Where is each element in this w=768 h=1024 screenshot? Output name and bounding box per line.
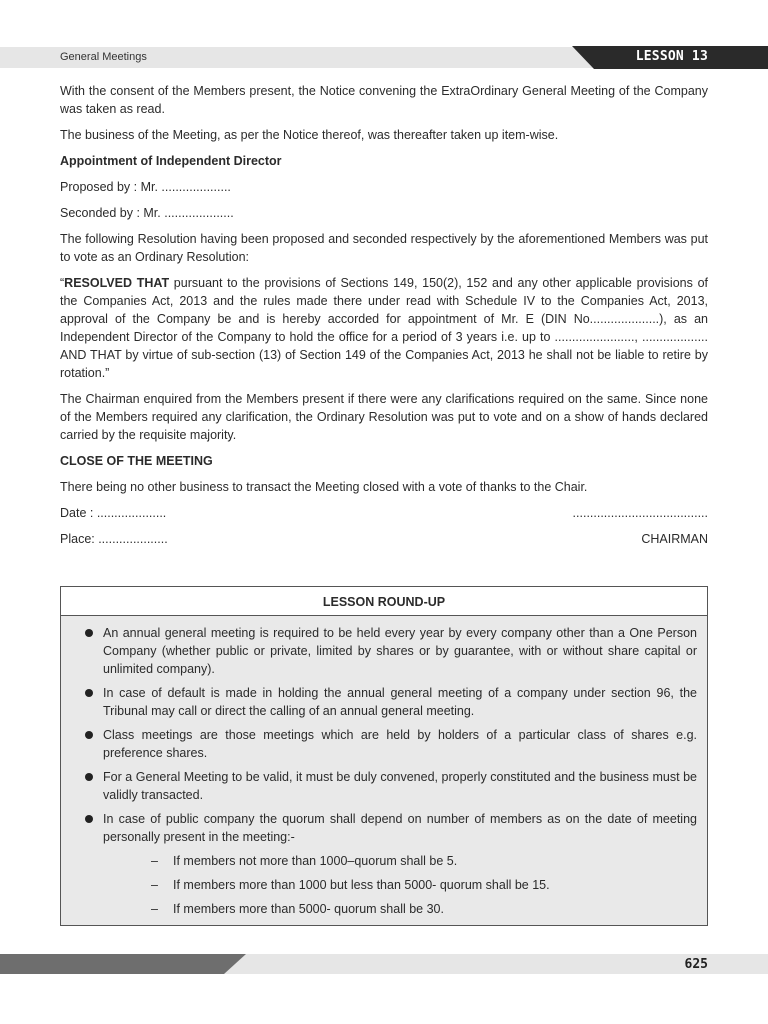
sub-list-item	[151, 900, 697, 918]
running-header-section: General Meetings	[60, 51, 147, 63]
list-item-text: For a General Meeting to be valid, it must be duly convened, properly constituted and the business must be validly transacted.	[103, 770, 697, 802]
lesson-label: LESSON 13	[635, 49, 708, 64]
heading-appointment: Appointment of Independent Director	[60, 154, 282, 168]
roundup-title: LESSON ROUND-UP	[61, 587, 707, 616]
lesson-roundup-box	[60, 586, 708, 926]
dash-icon: –	[151, 902, 158, 916]
list-item-text: In case of default is made in holding the annual general meeting of a company under section 96, the Tribunal may call or direct the calling of an annual general meeting.	[103, 686, 697, 718]
dash-icon: –	[151, 878, 158, 892]
bullet-icon	[85, 731, 93, 739]
bullet-icon	[85, 689, 93, 697]
list-item-text: Class meetings are those meetings which are held by holders of a particular class of shares e.g. preference shares.	[103, 728, 697, 760]
paragraph-resolution-intro: The following Resolution having been proposed and seconded respectively by the aforementioned Members was put to vote as an Ordinary Resolution:	[60, 232, 708, 264]
sub-list-item	[151, 852, 697, 870]
bullet-icon	[85, 629, 93, 637]
resolution-bold: RESOLVED THAT	[64, 276, 170, 290]
date-field: Date : ....................	[60, 506, 167, 520]
bullet-icon	[85, 773, 93, 781]
list-item	[61, 726, 707, 762]
paragraph-close: There being no other business to transact the Meeting closed with a vote of thanks to the Chair.	[60, 480, 588, 494]
seconded-by: Seconded by : Mr. ....................	[60, 206, 234, 220]
place-row	[60, 530, 708, 548]
bullet-icon	[85, 815, 93, 823]
dash-icon: –	[151, 854, 158, 868]
paragraph-notice: With the consent of the Members present, the Notice convening the ExtraOrdinary General Meeting of the Company was taken as read.	[60, 84, 708, 116]
list-item-text: An annual general meeting is required to be held every year by every company other than a One Person Company (whether public or private, limited by shares or by guarantee, with or without share capital or unlimited company).	[103, 626, 697, 676]
paragraph-chairman: The Chairman enquired from the Members present if there were any clarifications required on the same. Since none of the Members required any clarification, the Ordinary Resolution was put to vote and on a show of hands declared carried by the requisite majority.	[60, 392, 708, 442]
chairman-label: CHAIRMAN	[641, 532, 708, 546]
paragraph-business: The business of the Meeting, as per the Notice thereof, was thereafter taken up item-wise.	[60, 128, 559, 142]
roundup-list	[61, 624, 707, 918]
resolution-text	[60, 274, 708, 382]
resolution-body: pursuant to the provisions of Sections 149, 150(2), 152 and any other applicable provisions of the Companies Act, 2013 and the rules made there under read with Schedule IV to the Companies Act, 2013, approval of the Company be and is hereby accorded for appointment of Mr. E (DIN No....................), as an Independent Director of the Company to hold the office for a period of 3 years i.e. up to ......................., ................... AND THAT by virtue of sub-section (13) of Section 149 of the Companies Act, 2013 he shall not be liable to retire by rotation.”	[60, 276, 708, 380]
heading-close: CLOSE OF THE MEETING	[60, 454, 213, 468]
page-content	[60, 82, 708, 556]
list-item	[61, 624, 707, 678]
list-item	[61, 810, 707, 918]
sub-list-item-text: If members more than 5000- quorum shall be 30.	[173, 902, 444, 916]
resolution-open-quote: “	[60, 276, 65, 290]
place-field: Place: ....................	[60, 532, 168, 546]
list-item	[61, 768, 707, 804]
list-item	[61, 684, 707, 720]
list-item-text: In case of public company the quorum shall depend on number of members as on the date of meeting personally present in the meeting:-	[103, 812, 697, 844]
sub-list-item-text: If members not more than 1000–quorum shall be 5.	[173, 854, 458, 868]
sub-list-item-text: If members more than 1000 but less than 5000- quorum shall be 15.	[173, 878, 550, 892]
page-number: 625	[684, 957, 708, 972]
proposed-by: Proposed by : Mr. ....................	[60, 180, 231, 194]
date-row	[60, 504, 708, 522]
sub-list-item	[151, 876, 697, 894]
footer-accent	[0, 954, 246, 974]
signature-line: .......................................	[572, 506, 708, 520]
